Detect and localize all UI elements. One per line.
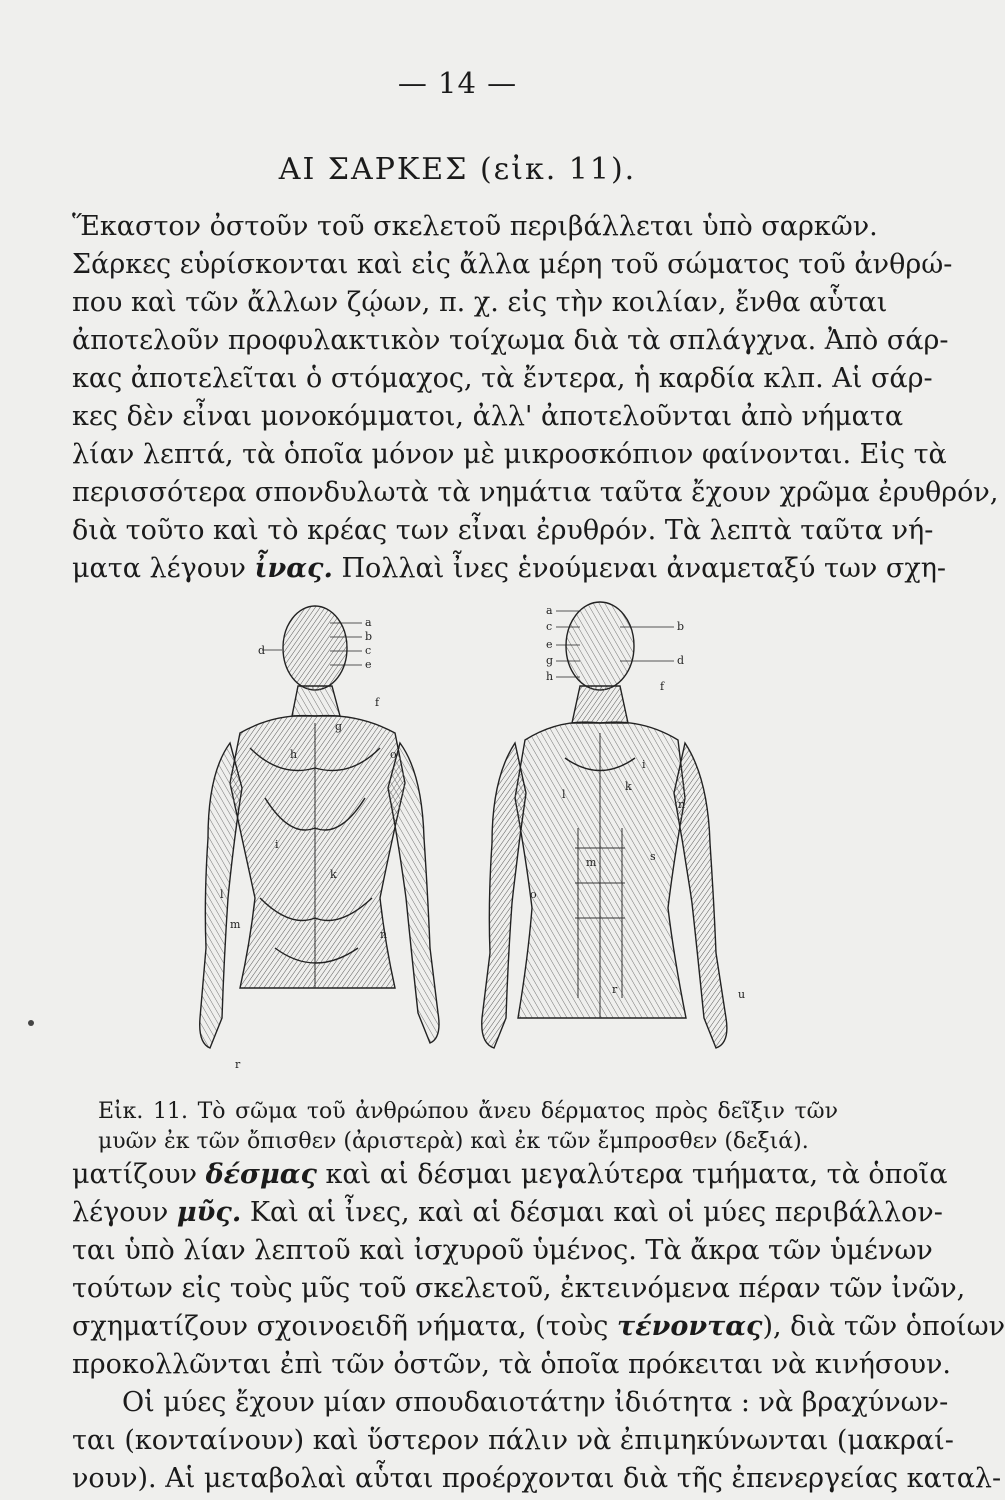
text-line xyxy=(72,550,947,588)
section-heading: ΑΙ ΣΑΡΚΕΣ (εἰκ. 11). xyxy=(278,152,637,187)
text-line: Οἱ μύες ἔχουν μίαν σπουδαιοτάτην ἰδιότητα : νὰ βραχύνων- xyxy=(122,1387,949,1418)
emphasized-term: μῦς. xyxy=(176,1197,242,1228)
back-label-o: o xyxy=(390,748,397,761)
text-line xyxy=(72,1156,948,1194)
text-line: ται ὑπὸ λίαν λεπτοῦ καὶ ἰσχυροῦ ὑμένος. Τὰ ἄκρα τῶν ὑμένων xyxy=(72,1235,933,1266)
text-line: διὰ τοῦτο καὶ τὸ κρέας των εἶναι ἐρυθρόν. Τὰ λεπτὰ ταῦτα νή- xyxy=(72,515,934,546)
margin-mark xyxy=(28,1020,34,1026)
back-label-e: e xyxy=(365,658,372,671)
text-line: τούτων εἰς τοὺς μῦς τοῦ σκελετοῦ, ἐκτεινόμενα πέραν τῶν ἰνῶν, xyxy=(72,1273,966,1304)
back-label-c: c xyxy=(365,644,372,657)
text-line: κας ἀποτελεῖται ὁ στόμαχος, τὰ ἔντερα, ἡ καρδία κλπ. Αἱ σάρ- xyxy=(72,363,933,394)
caption-line: Εἰκ. 11. Τὸ σῶμα τοῦ ἀνθρώπου ἄνευ δέρματος πρὸς δεῖξιν τῶν xyxy=(98,1099,838,1124)
text-line: ἀποτελοῦν προφυλακτικὸν τοίχωμα διὰ τὰ σπλάγχνα. Ἀπὸ σάρ- xyxy=(72,325,949,356)
page-number: — 14 — xyxy=(397,66,518,100)
text-line xyxy=(72,1194,943,1232)
text-line: περισσότερα σπονδυλωτὰ τὰ νημάτια ταῦτα ἔχουν χρῶμα ἐρυθρόν, xyxy=(72,477,999,508)
text-fragment: ), διὰ τῶν ὁποίων xyxy=(762,1311,1005,1342)
front-label-m: m xyxy=(586,856,597,869)
text-line: ται (κονταίνουν) καὶ ὕστερον πάλιν νὰ ἐπιμηκύνωνται (μακραί- xyxy=(72,1425,954,1456)
front-label-g: g xyxy=(546,654,554,667)
text-line: κες δὲν εἶναι μονοκόμματοι, ἀλλ' ἀποτελοῦνται ἀπὸ νήματα xyxy=(72,401,904,432)
back-label-r: r xyxy=(235,1058,241,1071)
front-label-a: a xyxy=(546,604,553,617)
front-view-figure xyxy=(482,602,727,1048)
back-label-n: n xyxy=(380,928,388,941)
back-label-l: l xyxy=(220,888,224,901)
text-fragment: σχηματίζουν σχοινοειδῆ νήματα, (τοὺς xyxy=(72,1311,609,1342)
front-label-n: n xyxy=(678,798,686,811)
front-label-f: f xyxy=(660,680,665,693)
emphasized-term: δέσμας xyxy=(205,1159,317,1190)
front-label-l: l xyxy=(562,788,566,801)
text-fragment: καὶ αἱ δέσμαι μεγαλύτερα τμήματα, τὰ ὁποῖα xyxy=(325,1159,948,1190)
text-line xyxy=(72,1308,1005,1346)
back-view-figure xyxy=(200,606,439,1048)
paragraph-1 xyxy=(72,208,999,588)
front-label-b: b xyxy=(677,620,685,633)
back-label-d: d xyxy=(258,644,266,657)
figure-caption xyxy=(98,1097,838,1157)
front-label-d: d xyxy=(677,654,685,667)
text-fragment: ματα λέγουν xyxy=(72,553,246,584)
front-label-s: s xyxy=(650,850,656,863)
text-line: Σάρκες εὑρίσκονται καὶ εἰς ἄλλα μέρη τοῦ σώματος τοῦ ἀνθρώ- xyxy=(72,249,953,280)
back-label-h: h xyxy=(290,748,298,761)
back-label-f: f xyxy=(375,696,380,709)
emphasized-term: ἶνας. xyxy=(254,553,333,584)
front-label-i: i xyxy=(642,758,646,771)
front-label-r: r xyxy=(612,983,618,996)
front-label-e: e xyxy=(546,638,553,651)
text-fragment: Πολλαὶ ἶνες ἑνούμεναι ἀναμεταξύ των σχη- xyxy=(341,553,947,584)
back-label-m: m xyxy=(230,918,241,931)
text-line: λίαν λεπτά, τὰ ὁποῖα μόνον μὲ μικροσκόπιον φαίνονται. Εἰς τὰ xyxy=(72,439,947,470)
front-label-c: c xyxy=(546,620,553,633)
muscle-illustration xyxy=(180,598,780,1098)
anatomy-figure xyxy=(180,598,780,1098)
back-label-b: b xyxy=(365,630,373,643)
text-line: που καὶ τῶν ἄλλων ζῴων, π. χ. εἰς τὴν κοιλίαν, ἔνθα αὗται xyxy=(72,287,888,318)
text-fragment: Καὶ αἱ ἶνες, καὶ αἱ δέσμαι καὶ οἱ μύες περιβάλλον- xyxy=(249,1197,943,1228)
text-line: νουν). Αἱ μεταβολαὶ αὗται προέρχονται διὰ τῆς ἐπενεργείας καταλ- xyxy=(72,1463,1002,1494)
back-label-g: g xyxy=(335,720,343,733)
back-label-k: k xyxy=(330,868,337,881)
emphasized-term: τένοντας xyxy=(617,1311,763,1342)
front-label-h: h xyxy=(546,670,554,683)
text-fragment: λέγουν xyxy=(72,1197,169,1228)
front-label-u: u xyxy=(738,988,746,1001)
front-label-o: o xyxy=(530,888,537,901)
text-line: προκολλῶνται ἐπὶ τῶν ὀστῶν, τὰ ὁποῖα πρόκειται νὰ κινήσουν. xyxy=(72,1349,952,1380)
back-label-a: a xyxy=(365,616,372,629)
paragraph-2 xyxy=(72,1156,1005,1498)
front-label-k: k xyxy=(625,780,632,793)
text-fragment: ματίζουν xyxy=(72,1159,198,1190)
back-label-i: i xyxy=(275,838,279,851)
text-line: Ἕκαστον ὀστοῦν τοῦ σκελετοῦ περιβάλλεται ὑπὸ σαρκῶν. xyxy=(72,211,878,242)
caption-line: μυῶν ἐκ τῶν ὄπισθεν (ἀριστερὰ) καὶ ἐκ τῶν ἔμπροσθεν (δεξιά). xyxy=(98,1129,809,1154)
